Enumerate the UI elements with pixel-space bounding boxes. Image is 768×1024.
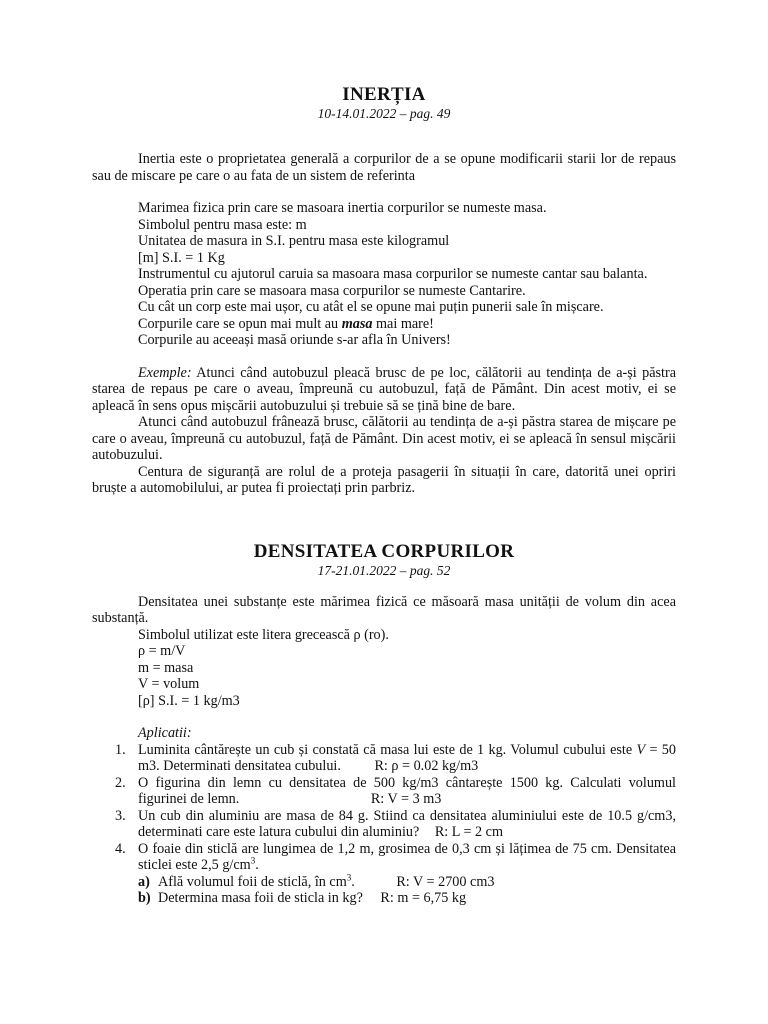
subtask-b: b) Determina masa foii de sticla in kg? R: m = 6,75 kg xyxy=(138,890,467,906)
task-answer: R: ρ = 0.02 kg/m3 xyxy=(374,758,479,774)
inertia-line: Instrumentul cu ajutorul caruia sa masoara masa corpurilor se numeste cantar sau balanta. xyxy=(138,266,648,282)
task-item: 2. O figurina din lemn cu densitatea de 500 kg/m3 cântarește 1500 kg. Calculati volumul figurinei de lemn. R: V = 3 m3 xyxy=(115,774,676,807)
inertia-example-2: Atunci când autobuzul frânează brusc, călătorii au tendința de a-și păstra starea de mișcare pe care o aveau, împreună cu autobuzul, față de Pământ. Din acest motiv, ei se apleacă în sensul mișcării autobuzului. xyxy=(92,414,676,463)
task-item: 3. Un cub din aluminiu are masa de 84 g. Stiind ca densitatea aluminiului este de 10.5 g/cm3, determinati care este latura cubului din aluminiu? R: L = 2 cm xyxy=(115,807,676,840)
density-line: m = masa xyxy=(138,659,194,676)
task-answer: R: L = 2 cm xyxy=(434,824,503,840)
applications-label: Aplicatii: xyxy=(138,725,192,741)
inertia-line: Simbolul pentru masa este: m xyxy=(138,216,307,233)
inertia-line: Corpurile care se opun mai mult au masa mai mare! xyxy=(138,315,434,332)
task-list xyxy=(92,742,676,907)
subtask-a: a) Află volumul foii de sticlă, în $cm^3$. R: V = 2700 cm3 xyxy=(138,871,495,890)
density-line: V = volum xyxy=(138,676,200,692)
density-intro: Densitatea unei substanțe este mărimea fizică ce măsoară masa unității de volum din acea substanță. xyxy=(92,593,676,626)
task-answer: R: m = 6,75 kg xyxy=(380,890,467,906)
masa-emphasis: masa xyxy=(341,315,373,332)
inertia-example-1: Exemple: Atunci când autobuzul pleacă brusc de pe loc, călătorii au tendința de a-și păstra starea de repaus pe care o aveau, împreună cu autobuzul, față de Pământ. Din acest motiv, ei se apleacă în sens opus mișcării autobuzului și trebuie să se țină bine de bare. xyxy=(92,364,676,414)
examples-label: Exemple: xyxy=(138,364,192,381)
task-answer: R: V = 2700 cm3 xyxy=(396,873,495,890)
inertia-example-3: Centura de siguranță are rolul de a proteja pasagerii în situații în care, datorită unei opriri bruște a automobilului, ar putea fi proiectați prin parbriz. xyxy=(92,463,676,496)
task-item: 4. O foaie din sticlă are lungimea de 1,2 m, grosimea de 0,3 cm și lățimea de 75 cm. Densitatea sticlei este 2,5 $g/cm^3$. a) Află volumul foii de sticlă, în $cm^3$. R: V = 2700 cm3 b) Determina masa foii de sticla in kg? R: m = 6,75 kg xyxy=(115,840,676,906)
task-item: 1. Luminita cântărește un cub și constată că masa lui este de 1 kg. Volumul cubului este V = 50 m3. Determinati densitatea cubului. R: ρ = 0.02 kg/m3 xyxy=(115,741,676,774)
density-date: 17-21.01.2022 – pag. 52 xyxy=(317,562,451,578)
density-title: DENSITATEA CORPURILOR xyxy=(253,540,515,562)
density-line: ρ = m/V xyxy=(138,643,186,659)
density-line: Simbolul utilizat este litera grecească ρ (ro). xyxy=(138,626,389,643)
inertia-intro: Inertia este o proprietatea generală a corpurilor de a se opune modificarii starii lor de repaus sau de miscare pe care o au fata de un sistem de referinta xyxy=(92,151,676,184)
document-body xyxy=(92,84,676,907)
inertia-line: Marimea fizica prin care se masoara inertia corpurilor se numeste masa. xyxy=(138,200,547,216)
inertia-line: Operatia prin care se masoara masa corpurilor se numeste Cantarire. xyxy=(138,282,526,299)
inertia-date: 10-14.01.2022 – pag. 49 xyxy=(317,106,451,121)
inertia-line: Cu cât un corp este mai ușor, cu atât el se opune mai puțin punerii sale în mișcare. xyxy=(138,299,604,315)
density-line: [ρ] S.I. = 1 kg/m3 xyxy=(138,692,240,709)
inertia-line: Corpurile au aceeași masă oriunde s-ar afla în Univers! xyxy=(138,332,451,348)
task-answer: R: V = 3 m3 xyxy=(370,791,442,807)
inertia-line: [m] S.I. = 1 Kg xyxy=(138,249,225,266)
inertia-line: Unitatea de masura in S.I. pentru masa este kilogramul xyxy=(138,233,450,249)
inertia-title: INERȚIA xyxy=(342,84,426,105)
